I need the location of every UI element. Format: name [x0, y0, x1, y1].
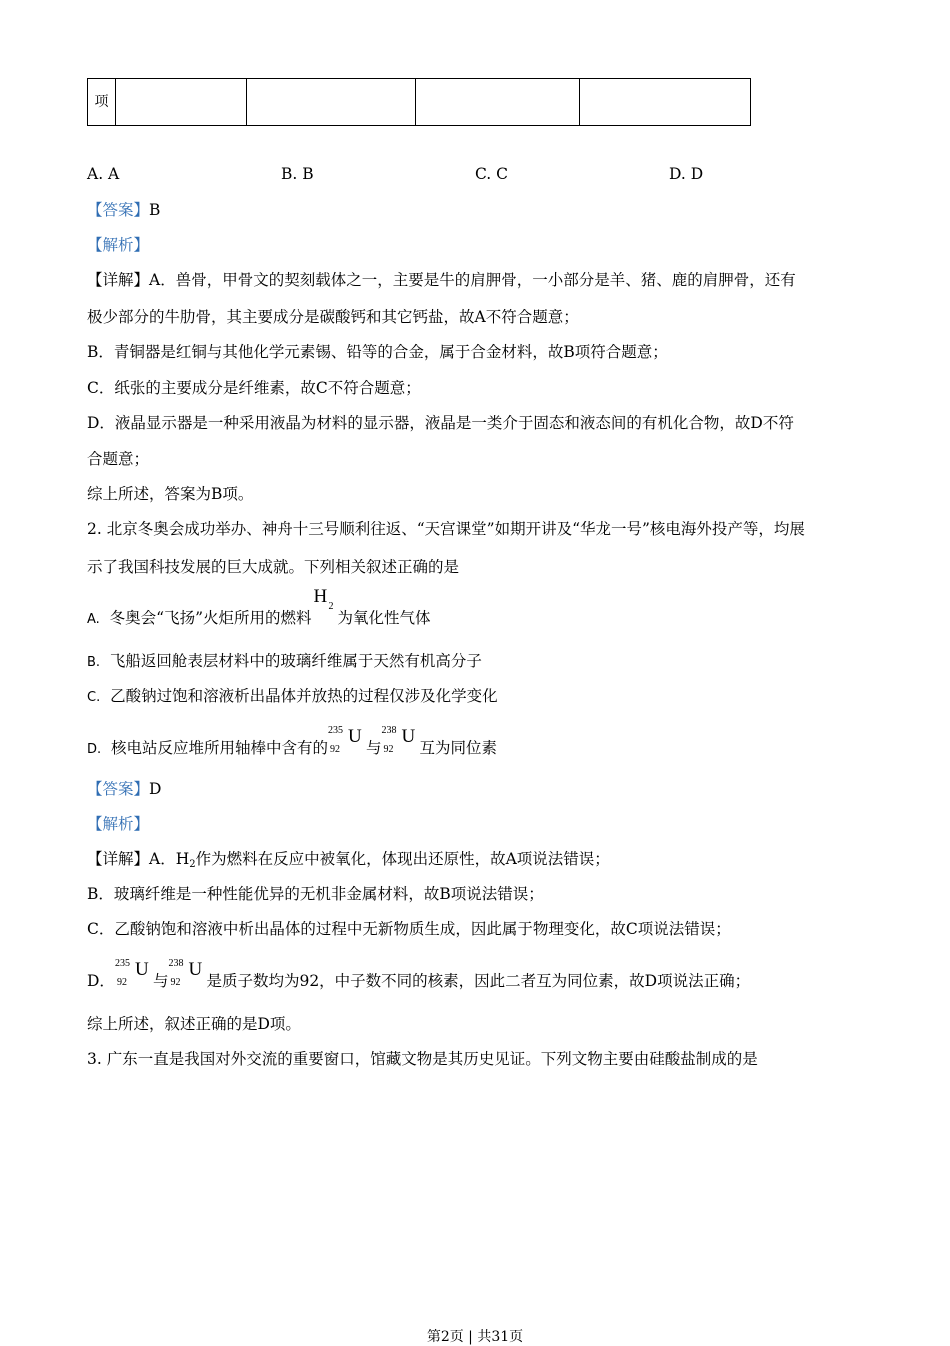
q2-option-c [87, 686, 498, 708]
q2-detail-b: B．玻璃纤维是一种性能优异的无机非金属材料，故B项说法错误； [87, 885, 544, 903]
q2-stem-line1: 2. 北京冬奥会成功举办、神舟十三号顺利往返、“天宫课堂”如期开讲及“华龙一号”核电海外投产等，均展 [87, 520, 805, 538]
answer-tag: 【答案】 [87, 201, 150, 219]
q2-detail-c: C．乙酸钠饱和溶液中析出晶体的过程中无新物质生成，因此属于物理变化，故C项说法错误； [87, 920, 731, 938]
q1-option-d: D. D [669, 165, 704, 183]
detail-text-mid: 与 [152, 972, 169, 990]
q1-option-c: C. C [475, 165, 509, 183]
table-cell-label: 项 [88, 79, 116, 126]
option-text: 核电站反应堆所用轴棒中含有的 [111, 739, 329, 757]
mass-number: 238 [168, 958, 184, 969]
q3-stem: 3. 广东一直是我国对外交流的重要窗口，馆藏文物是其历史见证。下列文物主要由硅酸盐制成的是 [87, 1050, 758, 1068]
mass-number: 235 [114, 958, 130, 969]
element-symbol: U [401, 726, 416, 747]
detail-text: A．H [149, 850, 190, 868]
element-symbol: U [134, 959, 149, 980]
analysis-tag: 【解析】 [87, 815, 150, 833]
atomic-number: 92 [330, 744, 341, 755]
detail-text-tail: 作为燃料在反应中被氧化，体现出还原性，故A项说法错误； [195, 850, 610, 868]
atomic-number: 92 [383, 744, 394, 755]
q2-detail-d [87, 958, 751, 991]
analysis-tag: 【解析】 [87, 236, 150, 254]
table-cell [116, 79, 247, 126]
q1-detail-a-line2: 极少部分的牛肋骨，其主要成分是碳酸钙和其它钙盐，故A不符合题意； [87, 308, 579, 326]
q2-answer [87, 779, 161, 799]
isotope-u238 [381, 725, 420, 755]
q1-option-a: A. A [87, 165, 120, 183]
isotope-u235 [328, 725, 366, 755]
q1-summary: 综上所述，答案为B项。 [87, 485, 254, 503]
detail-text-tail: 是质子数均为92，中子数不同的核素，因此二者互为同位素，故D项说法正确； [206, 972, 751, 990]
mass-number: 235 [328, 725, 344, 736]
element-symbol: U [348, 726, 362, 747]
detail-text: A．兽骨，甲骨文的契刻载体之一，主要是牛的肩胛骨，一小部分是羊、猪、鹿的肩胛骨，还有 [149, 271, 796, 289]
detail-tag: 【详解】 [87, 271, 150, 289]
option-text-tail: 为氧化性气体 [337, 609, 431, 627]
q2-analysis-tag [87, 814, 149, 834]
option-label: A. [87, 612, 100, 627]
q2-option-b [87, 651, 482, 673]
detail-tag: 【详解】 [87, 850, 150, 868]
q1-analysis-tag [87, 235, 149, 255]
q2-detail-a [87, 849, 610, 872]
option-text-tail: 互为同位素 [419, 739, 498, 757]
q1-detail-d-line2: 合题意； [87, 450, 150, 468]
atomic-number: 92 [170, 977, 181, 988]
q1-option-b: B. B [281, 165, 314, 183]
mass-number: 238 [381, 725, 397, 736]
option-label: B. [87, 655, 101, 670]
subscript: 2 [189, 859, 196, 870]
formula-symbol: H [313, 586, 328, 607]
detail-text: D． [87, 972, 115, 990]
options-table [87, 78, 751, 126]
table-row [88, 79, 751, 126]
h2-formula [312, 586, 338, 623]
element-symbol: U [188, 959, 203, 980]
option-text-mid: 与 [366, 739, 382, 757]
q2-option-a [87, 586, 431, 630]
page-footer: 第2页 | 共31页 [426, 1329, 524, 1345]
isotope-u238 [168, 958, 206, 988]
isotope-u235 [114, 958, 153, 988]
q2-option-d [87, 725, 498, 760]
q1-answer [87, 200, 160, 220]
formula-subscript: 2 [328, 601, 334, 612]
option-label: D. [87, 742, 102, 757]
q2-summary: 综上所述，叙述正确的是D项。 [87, 1015, 301, 1033]
answer-tag: 【答案】 [87, 780, 150, 798]
q1-detail-a-line1 [87, 270, 796, 290]
q1-detail-b: B．青铜器是红铜与其他化学元素锡、铅等的合金，属于合金材料，故B项符合题意； [87, 343, 668, 361]
option-text: 飞船返回舱表层材料中的玻璃纤维属于天然有机高分子 [109, 652, 482, 670]
q1-detail-d-line1: D．液晶显示器是一种采用液晶为材料的显示器，液晶是一类介于固态和液态间的有机化合物，故D不符 [87, 414, 794, 432]
q1-detail-c: C．纸张的主要成分是纤维素，故C不符合题意； [87, 379, 421, 397]
q2-stem-line2: 示了我国科技发展的巨大成就。下列相关叙述正确的是 [87, 558, 460, 576]
option-text: 冬奥会“飞扬”火炬所用的燃料 [109, 609, 312, 627]
table-cell [247, 79, 416, 126]
table-cell [416, 79, 580, 126]
answer-value: B [149, 201, 161, 219]
table-cell [580, 79, 751, 126]
atomic-number: 92 [116, 977, 127, 988]
answer-value: D [149, 780, 162, 798]
option-text: 乙酸钠过饱和溶液析出晶体并放热的过程仅涉及化学变化 [110, 687, 498, 705]
option-label: C. [87, 690, 101, 705]
